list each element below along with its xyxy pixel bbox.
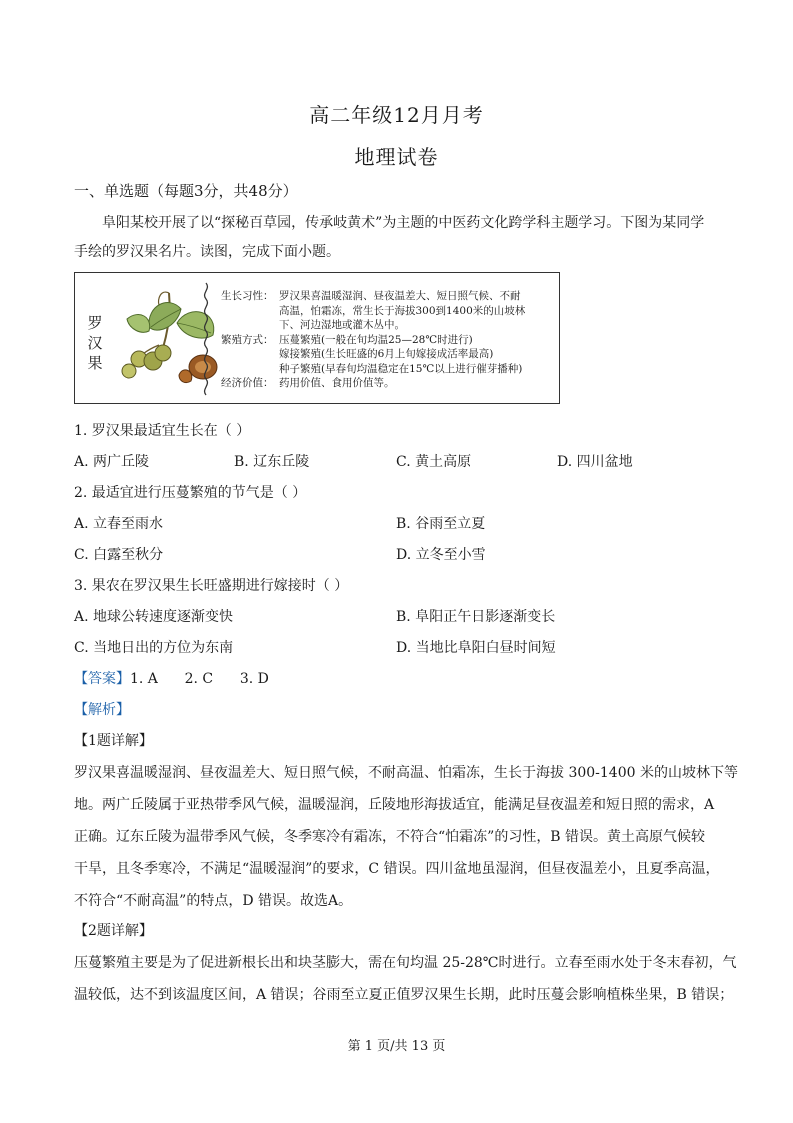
- card-row-line: 高温，怕霜冻，常生长于海拔300到1400米的山坡林: [279, 304, 526, 317]
- detail-2-heading: 【2题详解】: [74, 923, 153, 939]
- question-2-stem: 2. 最适宜进行压蔓繁殖的节气是（ ）: [74, 485, 307, 501]
- question-2-option-b[interactable]: B. 谷雨至立夏: [396, 516, 486, 532]
- question-3-option-b[interactable]: B. 阜阳正午日影逐渐变长: [396, 609, 556, 625]
- question-2-option-d[interactable]: D. 立冬至小雪: [396, 547, 486, 563]
- card-name-char: 果: [87, 354, 103, 372]
- question-1-option-a[interactable]: A. 两广丘陵: [74, 454, 150, 470]
- answer-line: [74, 668, 269, 688]
- card-row-line: 压蔓繁殖(一般在旬均温25—28℃时进行): [279, 333, 473, 346]
- question-3-option-a[interactable]: A. 地球公转速度逐渐变快: [74, 609, 234, 625]
- page-number: 第 1 页/共 13 页: [347, 1039, 446, 1054]
- card-info: [221, 289, 553, 391]
- card-row-line: 下、河边湿地或灌木丛中。: [279, 319, 405, 331]
- question-3-option-c[interactable]: C. 当地日出的方位为东南: [74, 640, 234, 656]
- detail-1-line: 正确。辽东丘陵为温带季风气候，冬季寒冷有霜冻，不符合“怕霜冻”的习性，B 错误。黄土高原气候较: [74, 829, 706, 845]
- question-1-option-b[interactable]: B. 辽东丘陵: [234, 454, 310, 470]
- card-row-propagation: [221, 333, 553, 377]
- answer-tag: 【答案】: [74, 671, 130, 687]
- exam-subtitle: 地理试卷: [354, 145, 439, 169]
- card-row-habit: [221, 289, 553, 333]
- question-1-option-c[interactable]: C. 黄土高原: [396, 454, 472, 470]
- analysis-tag: [74, 699, 130, 719]
- question-2-option-c[interactable]: C. 白露至秋分: [74, 547, 164, 563]
- detail-1-line: 罗汉果喜温暖湿润、昼夜温差大、短日照气候，不耐高温、怕霜冻，生长于海拔 300-1400 米的山坡林下等: [74, 765, 738, 781]
- intro-line-2: 手绘的罗汉果名片。读图，完成下面小题。: [74, 244, 340, 260]
- intro-line-1: 阜阳某校开展了以“探秘百草园，传承岐黄术”为主题的中医药文化跨学科主题学习。下图为某同学: [102, 215, 705, 231]
- card-name-char: 汉: [87, 334, 103, 352]
- detail-2-line: 温较低，达不到该温度区间，A 错误；谷雨至立夏正值罗汉果生长期，此时压蔓会影响植株坐果，B 错误；: [74, 987, 734, 1003]
- detail-1-line: 不符合“不耐高温”的特点，D 错误。故选A。: [74, 893, 353, 909]
- detail-2-line: 压蔓繁殖主要是为了促进新根长出和块茎膨大，需在旬均温 25-28℃时进行。立春至雨水处于冬末春初，气: [74, 955, 737, 971]
- card-row-value: [279, 376, 553, 391]
- card-name-char: 罗: [87, 314, 103, 332]
- card-row-value: [279, 333, 553, 377]
- luohanguo-card: [74, 272, 560, 404]
- card-row-value: [279, 289, 553, 333]
- section-heading: 一、单选题（每题3分，共48分）: [74, 182, 298, 200]
- card-row-key: 生长习性：: [221, 290, 274, 302]
- card-row-key: 繁殖方式：: [221, 333, 274, 346]
- detail-1-heading: 【1题详解】: [74, 733, 153, 749]
- question-2-option-a[interactable]: A. 立春至雨水: [74, 516, 164, 532]
- card-row-value-economic: [221, 376, 553, 391]
- analysis-label: 【解析】: [74, 702, 130, 718]
- card-row-line: 嫁接繁殖(生长旺盛的6月上旬嫁接成活率最高): [279, 348, 494, 360]
- answer-text: 1. A 2. C 3. D: [130, 671, 269, 687]
- card-row-line: 种子繁殖(早春旬均温稳定在15℃以上进行催芽播种): [279, 362, 523, 375]
- card-row-line: 药用价值、食用价值等。: [279, 377, 395, 389]
- question-1-stem: 1. 罗汉果最适宜生长在（ ）: [74, 423, 251, 439]
- detail-1-line: 地。两广丘陵属于亚热带季风气候，温暖湿润，丘陵地形海拔适宜，能满足昼夜温差和短日照的需求，A: [74, 797, 715, 813]
- card-row-key: 经济价值：: [221, 377, 274, 389]
- card-row-line: 罗汉果喜温暖湿润、昼夜温差大、短日照气候、不耐: [279, 290, 521, 302]
- question-3-stem: 3. 果农在罗汉果生长旺盛期进行嫁接时（ ）: [74, 578, 349, 594]
- card-name: [85, 313, 105, 373]
- card-divider-chain: [199, 281, 213, 397]
- question-1-option-d[interactable]: D. 四川盆地: [557, 454, 633, 470]
- question-3-option-d[interactable]: D. 当地比阜阳白昼时间短: [396, 640, 556, 656]
- exam-title: 高二年级12月月考: [309, 103, 484, 127]
- detail-1-line: 干旱，且冬季寒冷，不满足“温暖湿润”的要求，C 错误。四川盆地虽湿润，但昼夜温差小，且夏季高温，: [74, 861, 720, 877]
